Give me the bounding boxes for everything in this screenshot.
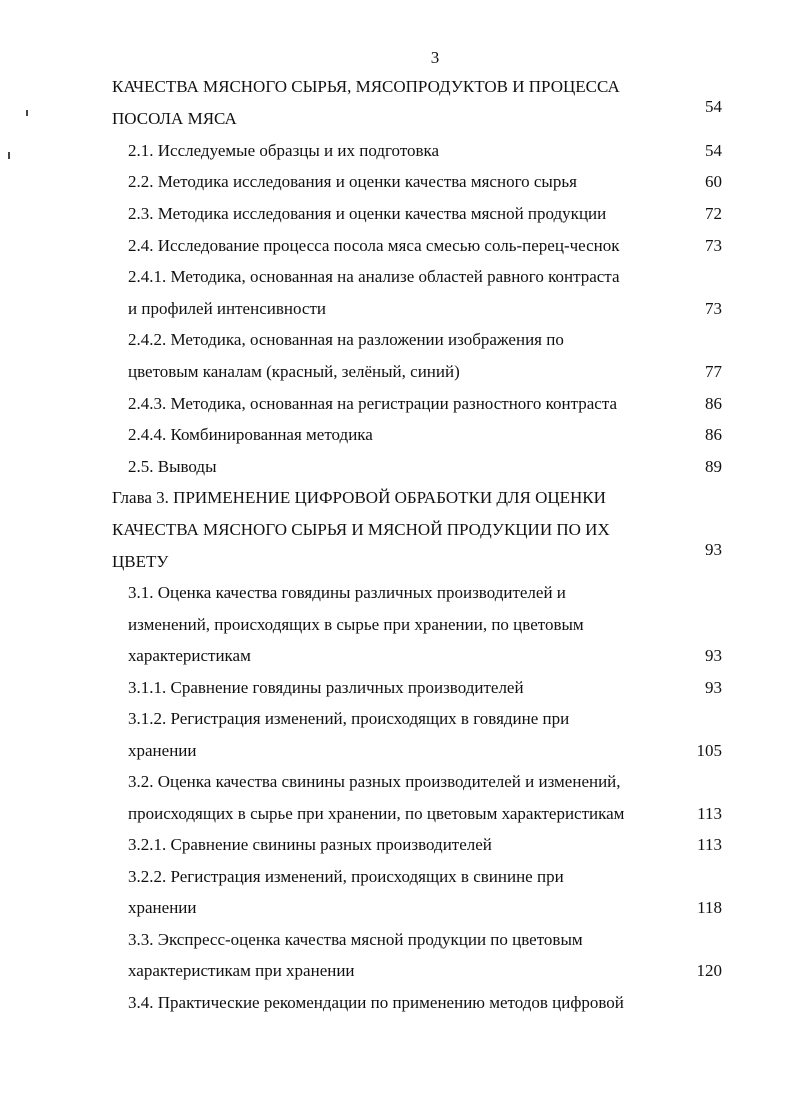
toc-entry-line: 3.1.2. Регистрация изменений, происходящих в говядине при: [128, 709, 570, 728]
toc-entry-line: и профилей интенсивности: [128, 299, 326, 318]
toc-page-number: 73: [705, 299, 722, 318]
toc-entry-line: 2.3. Методика исследования и оценки качества мясной продукции: [128, 204, 607, 223]
toc-entry-line: происходящих в сырье при хранении, по цветовым характеристикам: [128, 804, 625, 823]
toc-entry-line: 2.4.3. Методика, основанная на регистрации разностного контраста: [128, 394, 618, 413]
toc-page-number: 93: [705, 540, 722, 559]
toc-entry-line: хранении: [128, 741, 197, 760]
toc-page-number: 86: [705, 394, 722, 413]
toc-entry-line: ПОСОЛА МЯСА: [112, 109, 237, 128]
toc-page-number: 77: [705, 362, 722, 381]
toc-entry-line: 3.4. Практические рекомендации по применению методов цифровой: [128, 993, 624, 1012]
toc-page-number: 72: [705, 204, 722, 223]
toc-page-number: 118: [697, 898, 722, 917]
toc-entry-line: КАЧЕСТВА МЯСНОГО СЫРЬЯ И МЯСНОЙ ПРОДУКЦИИ ПО ИХ: [112, 520, 610, 539]
toc-entry-line: 3.2. Оценка качества свинины разных производителей и изменений,: [128, 772, 621, 791]
toc-page-number: 93: [705, 646, 722, 665]
toc-entry-line: 2.4.4. Комбинированная методика: [128, 425, 373, 444]
toc-entry-line: 3.1. Оценка качества говядины различных производителей и: [128, 583, 566, 602]
toc-page-number: 54: [705, 97, 722, 116]
toc-page-number: 73: [705, 236, 722, 255]
toc-page-number: 89: [705, 457, 722, 476]
toc-entry-line: 2.2. Методика исследования и оценки качества мясного сырья: [128, 172, 577, 191]
toc-page-number: 120: [696, 961, 722, 980]
toc-page-number: 105: [696, 741, 722, 760]
toc-entry-line: 2.4.2. Методика, основанная на разложении изображения по: [128, 330, 564, 349]
toc-entry-line: КАЧЕСТВА МЯСНОГО СЫРЬЯ, МЯСОПРОДУКТОВ И ПРОЦЕССА: [112, 77, 620, 96]
toc-entry-line: изменений, происходящих в сырье при хранении, по цветовым: [128, 615, 584, 634]
toc-entry-line: 2.5. Выводы: [128, 457, 217, 476]
toc-entry-line: 2.4. Исследование процесса посола мяса смесью соль-перец-чеснок: [128, 236, 620, 255]
toc-entry-line: 3.2.1. Сравнение свинины разных производителей: [128, 835, 492, 854]
toc-entry-line: 2.1. Исследуемые образцы и их подготовка: [128, 141, 440, 160]
margin-mark: [8, 152, 10, 159]
toc-page-number: 54: [705, 141, 722, 160]
toc-page-number: 113: [697, 804, 722, 823]
toc-page-number: 113: [697, 835, 722, 854]
toc-entry-line: Глава 3. ПРИМЕНЕНИЕ ЦИФРОВОЙ ОБРАБОТКИ ДЛЯ ОЦЕНКИ: [112, 488, 606, 507]
margin-mark: [26, 110, 28, 116]
toc-entry-line: 3.1.1. Сравнение говядины различных производителей: [128, 678, 524, 697]
toc-entry-line: хранении: [128, 898, 197, 917]
page-number: 3: [430, 48, 440, 67]
toc-entry-line: характеристикам: [128, 646, 251, 665]
toc-entry-line: характеристикам при хранении: [128, 961, 355, 980]
toc-entry-line: 3.3. Экспресс-оценка качества мясной продукции по цветовым: [128, 930, 583, 949]
toc-page-number: 60: [705, 172, 722, 191]
toc-entry-line: ЦВЕТУ: [112, 552, 169, 571]
toc-page-number: 86: [705, 425, 722, 444]
toc-entry-line: цветовым каналам (красный, зелёный, синий): [128, 362, 460, 381]
toc-entry-line: 3.2.2. Регистрация изменений, происходящих в свинине при: [128, 867, 564, 886]
toc-page-number: 93: [705, 678, 722, 697]
toc-entry-line: 2.4.1. Методика, основанная на анализе областей равного контраста: [128, 267, 620, 286]
